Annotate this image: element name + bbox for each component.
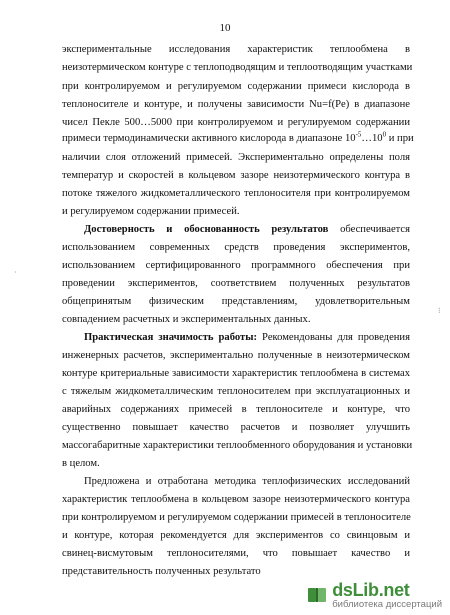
text-line (84, 224, 410, 236)
watermark-brand: dsLib.net (332, 579, 410, 600)
text-segment: обеспечивается (328, 224, 410, 235)
text-segment: и при (386, 133, 414, 144)
text-line: Предложена и отработана методика теплофизических исследований (84, 476, 410, 487)
text-line: использованием сертифицированного программного обеспечения при (62, 260, 410, 271)
text-segment: Рекомендованы для проведения (257, 332, 410, 343)
text-line: с тяжелым жидкометаллическим теплоносителем при эксплуатационных и (62, 386, 410, 397)
text-line: при контролируемом и регулируемом содержании примеси кислорода в (62, 81, 410, 92)
text-line: массогабаритные характеристики теплообменного оборудования и установки (62, 440, 413, 451)
text-line: контуре критериальные зависимости характеристик теплообмена в системах (62, 368, 410, 379)
paragraph-heading: Практическая значимость работы: (84, 332, 258, 343)
text-line: характеристик теплообмена в кольцевом зазоре неизотермического контура (62, 494, 410, 505)
text-line: инженерных расчетов, экспериментально полученные в неизотермическом (62, 350, 410, 361)
text-segment: …10 (361, 133, 383, 144)
text-line: общепринятым физическим представлениям, удовлетворительным (62, 296, 410, 307)
superscript: -5 (355, 130, 362, 139)
page-number: 10 (219, 22, 231, 34)
text-line: существенно повышает качество расчетов и позволяет улучшить (62, 422, 410, 433)
text-line: и контуре, которая рекомендуется для экспериментов со свинцовым и (62, 530, 410, 541)
scan-mark: ⁝ (438, 306, 441, 315)
text-line: проведении экспериментов, соответствием полученных результатов (62, 278, 410, 289)
text-line (84, 332, 410, 344)
text-segment: примеси термодинамически активного кислорода в диапазоне 10 (62, 133, 356, 144)
text-line: наличии слоя отложений примесей. Экспериментально определены поля (62, 152, 410, 163)
text-line: свинец-висмутовым теплоносителями, что повышает качество и (62, 548, 410, 559)
text-line: теплоносителе и контуре, и получены зависимости Nu=f(Pe) в диапазоне (62, 99, 410, 110)
scan-mark: · (14, 268, 17, 277)
book-icon (305, 583, 329, 607)
text-line-with-superscripts (62, 130, 414, 145)
text-line: потоке тяжелого жидкометаллического теплоносителя при контролируемом (62, 188, 410, 199)
text-line: при контролируемом и регулируемом содержании примесей в теплоносителе (62, 512, 411, 523)
text-line: использованием современных средств проведения экспериментов, (62, 242, 410, 253)
text-line: экспериментальные исследования характеристик теплообмена в (62, 44, 410, 55)
text-line: чисел Пекле 500…5000 при контролируемом и регулируемом содержании (62, 117, 410, 128)
text-line: в целом. (62, 458, 100, 469)
text-line: неизотермическом контуре с теплоподводящим и теплоотводящим участками (62, 62, 413, 73)
superscript: 0 (382, 130, 387, 139)
paragraph-heading: Достоверность и обоснованность результатов (84, 224, 329, 235)
watermark-subtitle: библиотека диссертаций (332, 598, 442, 610)
text-line: совпадением расчетных и экспериментальных данных. (62, 314, 311, 325)
text-line: аварийных содержаниях примесей в теплоносителе и контуре, что (62, 404, 410, 415)
text-line: и регулируемом содержании примесей. (62, 206, 240, 217)
dslib-watermark[interactable] (305, 581, 442, 610)
text-line: представительность полученных результато (62, 566, 261, 577)
text-line: температур и скоростей в кольцевом зазоре неизотермического контура в (62, 170, 410, 181)
